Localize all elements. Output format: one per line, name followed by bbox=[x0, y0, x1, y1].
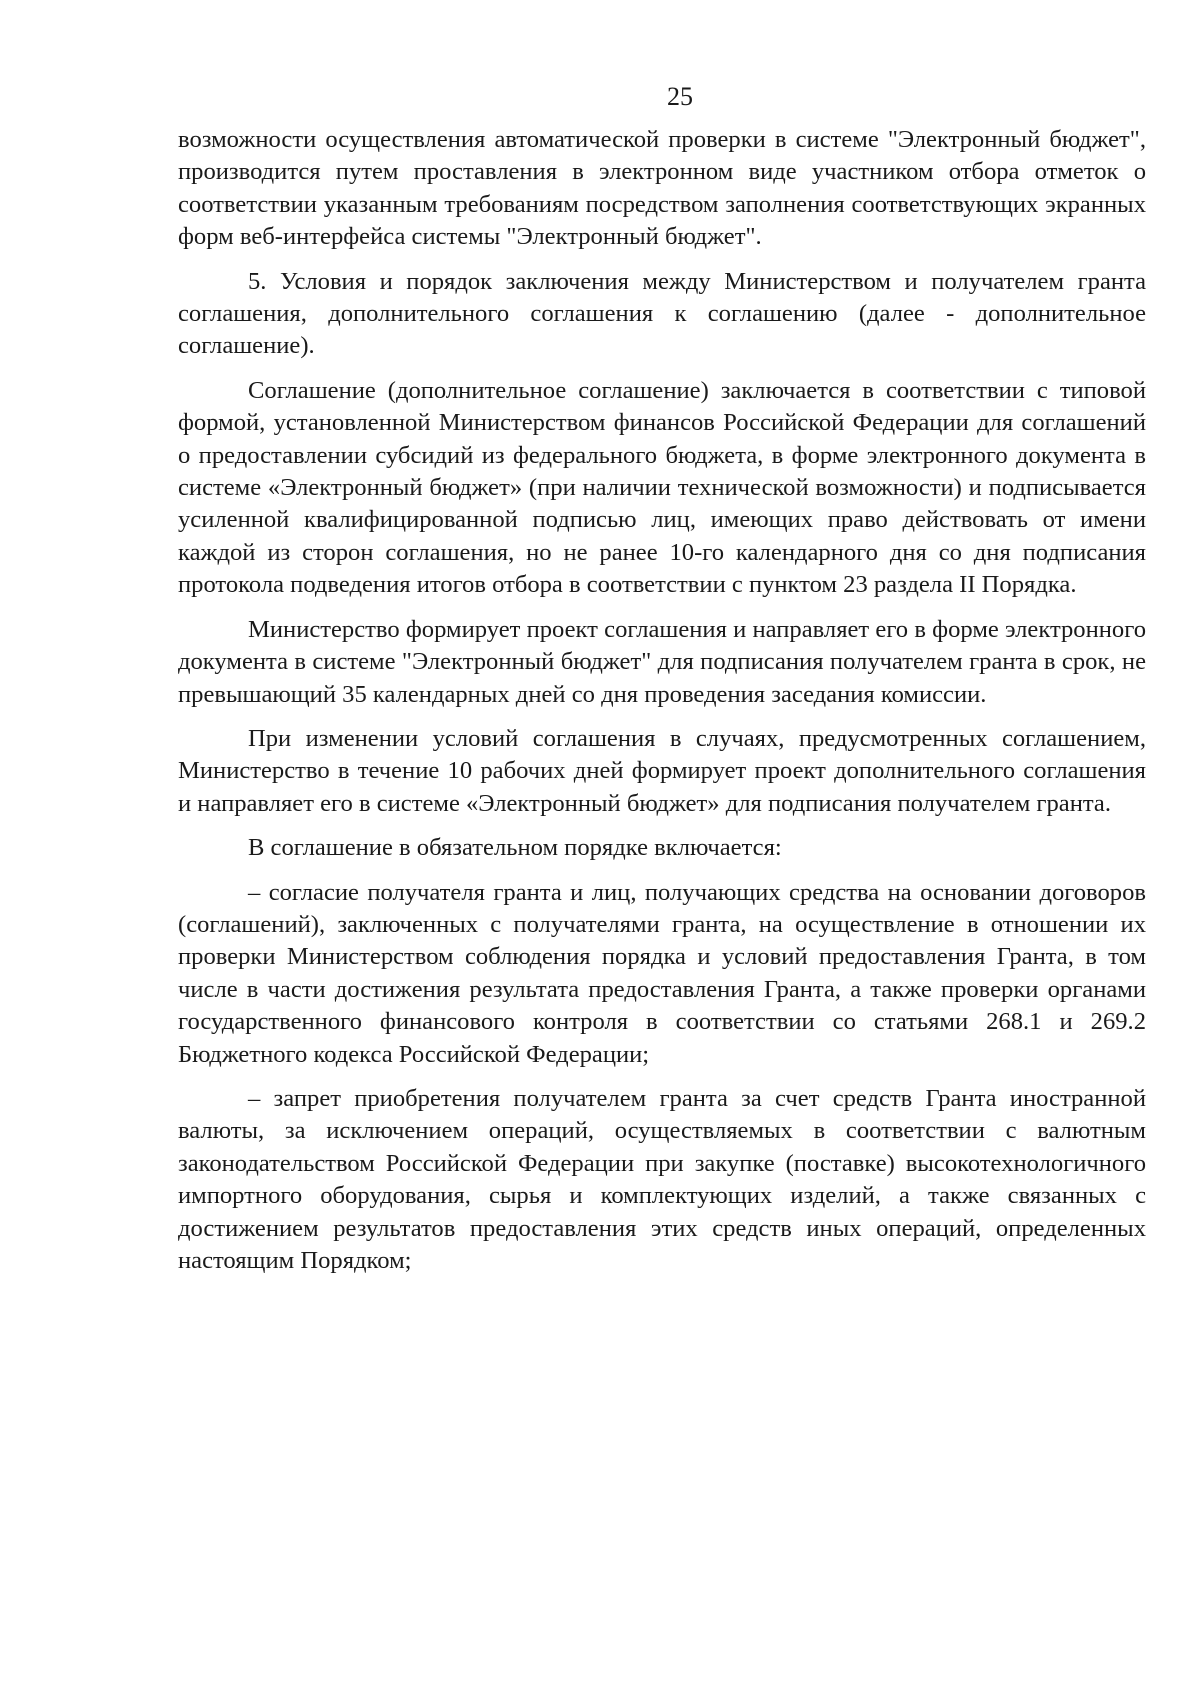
document-body bbox=[178, 124, 1146, 1289]
paragraph-amendment: При изменении условий соглашения в случаях, предусмотренных соглашением, Министерство в течение 10 рабочих дней формирует проект дополнительного соглашения и направляет его в системе «Электронный бюджет» для подписания получателем гранта. bbox=[178, 724, 1146, 817]
list-item-currency-ban: – запрет приобретения получателем гранта за счет средств Гранта иностранной валюты, за исключением операций, осуществляемых в соответствии с валютным законодательством Российской Федерации при закупке (поставке) высокотехнологичного импортного оборудования, сырья и комплектующих изделий, а также связанных с достижением результатов предоставления этих средств иных операций, определенных настоящим Порядком; bbox=[178, 1084, 1146, 1274]
paragraph-section-5-heading: 5. Условия и порядок заключения между Министерством и получателем гранта соглашения, дополнительного соглашения к соглашению (далее - дополнительное соглашение). bbox=[178, 267, 1146, 360]
list-item-consent: – согласие получателя гранта и лиц, получающих средства на основании договоров (соглашений), заключенных с получателями гранта, на осуществление в отношении их проверки Министерством соблюдения порядка и условий предоставления Гранта, в том числе в части достижения результата предоставления Гранта, а также проверки органами государственного финансового контроля в соответствии со статьями 268.1 и 269.2 Бюджетного кодекса Российской Федерации; bbox=[178, 878, 1146, 1068]
paragraph-continuation: возможности осуществления автоматической проверки в системе "Электронный бюджет", производится путем проставления в электронном виде участником отбора отметок о соответствии указанным требованиям посредством заполнения соответствующих экранных форм веб-интерфейса системы "Электронный бюджет". bbox=[178, 126, 1146, 251]
paragraph-mandatory-intro: В соглашение в обязательном порядке включается: bbox=[248, 834, 782, 862]
paragraph-agreement-form: Соглашение (дополнительное соглашение) заключается в соответствии с типовой формой, установленной Министерством финансов Российской Федерации для соглашений о предоставлении субсидий из федерального бюджета, в форме электронного документа в системе «Электронный бюджет» (при наличии технической возможности) и подписывается усиленной квалифицированной подписью лиц, имеющих право действовать от имени каждой из сторон соглашения, но не ранее 10-го календарного дня со дня подписания протокола подведения итогов отбора в соответствии с пунктом 23 раздела II Порядка. bbox=[178, 376, 1146, 599]
paragraph-ministry-draft: Министерство формирует проект соглашения и направляет его в форме электронного документа в системе "Электронный бюджет" для подписания получателем гранта в срок, не превышающий 35 календарных дней со дня проведения заседания комиссии. bbox=[178, 615, 1146, 708]
page-number: 25 bbox=[667, 82, 693, 111]
